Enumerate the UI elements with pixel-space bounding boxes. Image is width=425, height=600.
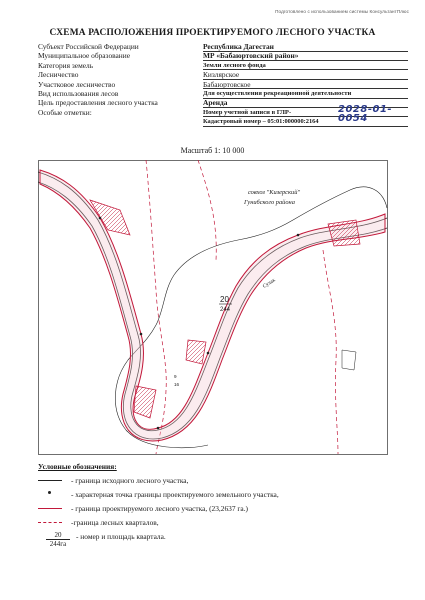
usage-value: Для осуществления рекреационной деятельности <box>203 89 408 99</box>
purpose-value: Аренда <box>203 98 408 108</box>
quarter-number-label: 20 <box>220 295 229 304</box>
legend-row-point <box>38 489 418 503</box>
legend <box>38 462 418 553</box>
river-label: Сулак <box>261 277 277 290</box>
quarter-area-label: 244 <box>220 307 231 313</box>
quarter-fraction-sample <box>46 531 70 548</box>
boundary-point <box>99 217 102 220</box>
legend-row-projected-boundary <box>38 503 418 517</box>
map-scale: Масштаб 1: 10 000 <box>180 146 245 155</box>
plot-hatch-center <box>186 340 206 364</box>
land-category-value: Земли лесного фонда <box>203 61 408 71</box>
quarter-boundary-east <box>323 250 338 454</box>
district-forestry-label: Участковое лесничество <box>38 79 116 89</box>
small-number-a: 9 <box>174 374 177 379</box>
legend-title: Условные обозначения: <box>38 462 117 471</box>
legend-row-source-boundary <box>38 475 418 489</box>
cadastral-number: Кадастровый номер – 05:01:000000:2164 <box>203 117 408 127</box>
info-row-forestry <box>38 70 408 79</box>
quarter-boundary-north <box>198 160 216 260</box>
info-row-cadastral <box>38 117 408 126</box>
municipality-label: Муниципальное образование <box>38 51 130 61</box>
red-line-icon <box>38 508 62 509</box>
legend-row-quarter-number <box>38 531 418 553</box>
usage-label: Вид использования лесов <box>38 88 119 98</box>
consultant-stamp: Подготовлено с использованием системы КонсультантПлюс <box>275 9 409 14</box>
boundary-point <box>157 427 160 430</box>
legend-text-1: - граница исходного лесного участка, <box>71 476 189 485</box>
info-row-land-category <box>38 61 408 70</box>
dashed-line-icon <box>38 522 62 523</box>
legend-text-3: - граница проектируемого лесного участка, (23,2637 га.) <box>71 504 249 513</box>
map-frame <box>39 161 388 455</box>
boundary-point <box>297 234 300 237</box>
notes-label: Особые отметки: <box>38 107 92 117</box>
purpose-label: Цель предоставления лесного участка <box>38 98 158 108</box>
registry-text: Номер учетной записи в ГЛР- <box>203 108 292 116</box>
quarter-sample-area: 244га <box>49 540 67 548</box>
plot-hatch-east <box>328 220 360 246</box>
registry-handwritten: 2028-01-0054 <box>338 103 393 124</box>
land-category-label: Категория земель <box>38 60 94 70</box>
legend-text-2: - характерная точка границы проектируемого земельного участка, <box>71 490 279 499</box>
document-title: СХЕМА РАСПОЛОЖЕНИЯ ПРОЕКТИРУЕМОГО ЛЕСНОГО УЧАСТКА <box>49 28 376 38</box>
forestry-label: Лесничество <box>38 70 79 80</box>
small-number-b: 16 <box>174 382 180 387</box>
forestry-value: Кизлярское <box>203 70 408 80</box>
quarter-sample-number: 20 <box>46 531 70 540</box>
info-row-usage <box>38 89 408 98</box>
info-row-district-forestry <box>38 80 408 89</box>
boundary-point <box>207 352 210 355</box>
plot-hatch-south <box>134 386 156 418</box>
subject-value: Республика Дагестан <box>203 42 408 52</box>
municipality-value: МР «Бабаюртовский район» <box>203 51 408 61</box>
solid-line-icon <box>38 480 62 481</box>
legend-text-4: -граница лесных кварталов, <box>71 518 159 527</box>
info-row-municipality <box>38 51 408 60</box>
subject-label: Субъект Российской Федерации <box>38 42 139 51</box>
point-icon <box>48 491 51 494</box>
boundary-point <box>140 333 143 336</box>
legend-text-5: - номер и площадь квартала. <box>76 532 166 541</box>
forest-plot-map <box>38 160 388 455</box>
legend-row-quarter-boundary <box>38 517 418 531</box>
info-row-subject <box>38 42 408 51</box>
info-table <box>38 42 408 127</box>
farm-label-line1: совхоз "Кизерский" <box>248 189 301 196</box>
farm-label-line2: Гунибского района <box>244 199 295 206</box>
district-forestry-value: Бабаюртовское <box>203 80 408 90</box>
plot-hatch-far-east <box>342 350 356 370</box>
